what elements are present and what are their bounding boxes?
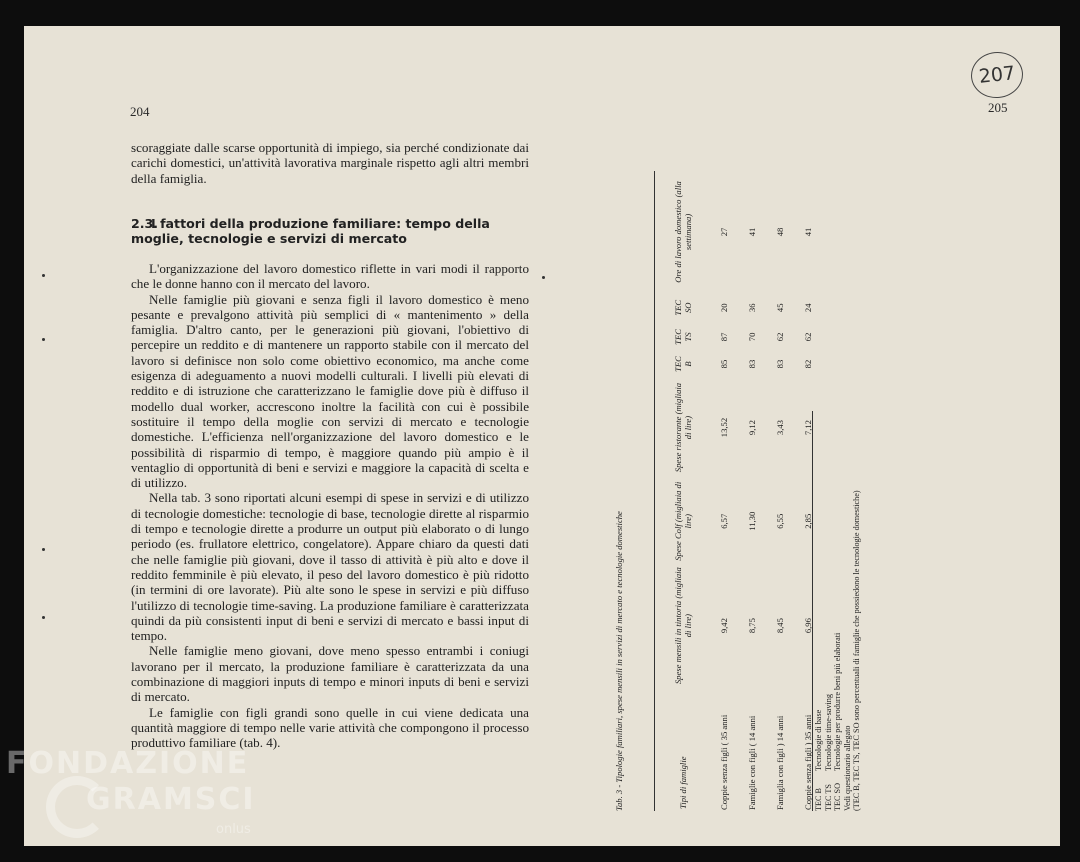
margin-mark [42,616,45,619]
body-text [131,261,529,751]
table-cell: 20 [719,303,729,313]
table-cell: 6,96 [803,618,813,634]
table-cell: 8,45 [775,618,785,634]
intro-paragraph [131,140,529,186]
table-cell: 83 [747,359,757,369]
table-row [766,171,794,811]
table-cell: 41 [747,227,757,237]
note-abbr: TEC SO [833,783,843,811]
col-header: Spese ristorante (migliaia di lire) [673,382,693,473]
table-cell: 70 [747,332,757,342]
table-cell: 11,30 [747,511,757,531]
table-cell: 6,55 [775,513,785,529]
table-cell: 48 [775,227,785,237]
note-text: (TEC B, TEC TS, TEC SO sono percentuali di famiglie che possiedono le tecnologie domestiche) [852,490,862,811]
table-cell: 82 [803,359,813,369]
intro-text: scoraggiate dalle scarse opportunità di impiego, sia perché condizionate dai carichi domestici, un'attività lavorativa marginale rispetto agli altri membri della famiglia. [131,140,529,186]
table-top-rule [654,171,655,811]
margin-mark [42,274,45,277]
col-header: TEC TS [673,329,693,345]
table-cell: 6,57 [719,513,729,529]
col-header: Ore di lavoro domestico (alla settimana) [673,181,693,283]
left-page-number: 204 [130,104,150,119]
col-header: TEC SO [673,299,693,316]
table-cell: 62 [775,332,785,342]
table-cell: Coppie senza figli ( 35 anni [719,714,729,810]
watermark-line3: onlus [216,822,251,837]
paragraph: Le famiglie con figli grandi sono quelle in cui viene dedicata una quantità maggiore di tempo nelle varie attività che compongono il processo produttivo familiare (tab. 4). [131,704,529,751]
margin-mark [42,338,45,341]
note-text: Tecnologie di base [814,709,823,771]
section-heading [131,216,529,246]
table-bottom-rule [812,411,813,811]
scanned-page-spread [24,26,1060,846]
watermark-line1: FONDAZIONE [6,746,250,781]
paragraph: Nella tab. 3 sono riportati alcuni esempi di spese in servizi e di utilizzo di tecnologie domestiche: tecnologie di base, tecnologie dirette al risparmio di tempo e tecnologie dirette a produrre un output più elaborato o di lungo periodo (es. frullatore elettrico, congelatore). Appare chiaro da questi dati che nelle famiglie più giovani, dove il tasso di attività è più alto e dove il reddito femminile è più elevato, il peso del lavoro domestico è più ridotto (in termini di ore lavorate). Più alte sono le spese in servizi e più diffuso l'utilizzo di tecnologie time-saving. La produzione familiare è caratterizzata quindi da più consistenti input di beni e servizi di mercato e bassi input di tempo. [131,490,529,644]
note-text: Tecnologie per produrre beni più elaborati [833,632,843,771]
table-cell: 36 [747,303,757,313]
table-cell: 9,12 [747,420,757,436]
table-header-row [656,171,710,811]
rotated-table [614,151,874,811]
paragraph: Nelle famiglie più giovani e senza figli il lavoro domestico è meno pesante e prevalgono attività più semplici di « mantenimento » della famiglia. D'altro canto, per le generazioni più giovani, l'obiettivo di percepire un reddito e di mantenere un rapporto stabile con il mercato del lavoro si definisce non solo come obiettivo economico, ma anche come esigenza di adeguamento a nuovi modelli culturali. I livelli più elevati di reddito e di istruzione che caratterizzano le famiglie dove più è diffuso il modello dual worker, accrescono inoltre la facilità con cui è possibile sostituire il tempo della moglie con servizi di mercato e tecnologie domestiche. L'efficienza nell'organizzazione del lavoro domestico e le possibilità di risparmio di tempo, è maggiore quando più ampio è il ventaglio di opportunità di beni e servizi e maggiore la capacità di scelta e di utilizzo. [131,291,529,491]
note-text: Tecnologie time-saving [823,694,833,771]
table-cell: Famiglia con figli ) 14 anni [775,715,785,810]
data-table [656,171,822,811]
note-line [852,490,862,811]
note-line [814,490,824,811]
col-header: Tipi di famiglie [678,756,688,809]
table-cell: Coppie senza figli ) 35 anni [803,714,813,810]
table-row [738,171,766,811]
table-notes [814,490,862,811]
table-cell: 62 [803,332,813,342]
archive-stamp: 207 [969,49,1026,100]
watermark [6,746,256,837]
paragraph: L'organizzazione del lavoro domestico riflette in vari modi il rapporto che le donne hanno con il mercato del lavoro. [131,261,529,292]
section-title: I fattori della produzione familiare: tempo della moglie, tecnologie e servizi di mercato [131,216,490,246]
col-header: TEC B [673,356,693,372]
table-cell: 2,85 [803,513,813,529]
note-line [833,490,843,811]
table-cell: 83 [775,359,785,369]
table-cell: 27 [719,227,729,237]
right-page-number: 205 [988,100,1008,115]
table-cell: 7,12 [803,420,813,436]
col-header: Spese Colf (migliaia di lire) [673,481,693,561]
watermark-line2: GRAMSCI [86,782,256,817]
col-header: Spese mensili in tintoria (migliaia di lire) [673,567,693,685]
section-number: 2.3. [131,216,159,231]
margin-mark [542,276,545,279]
note-line [824,490,834,811]
note-abbr: TEC TS [823,784,833,811]
table-cell: 45 [775,303,785,313]
rotated-table-container [614,151,874,811]
note-text: Vedi questionario allegato [842,725,852,811]
margin-mark [42,548,45,551]
table-cell: 87 [719,332,729,342]
table-cell: 24 [803,303,813,313]
table-row [710,171,738,811]
paragraph: Nelle famiglie meno giovani, dove meno spesso entrambi i coniugi lavorano per il mercato, la produzione familiare è caratterizzata da una combinazione di maggiori inputs di tempo e minori inputs di beni e servizi di mercato. [131,643,529,705]
note-abbr: TEC B [814,788,823,811]
table-caption: Tab. 3 - Tipologie familiari, spese mensili in servizi di mercato e tecnologie domestiche [614,511,624,811]
table-cell: 41 [803,227,813,237]
table-cell: Famiglie con figli ( 14 anni [747,715,757,810]
table-cell: 13,52 [719,417,729,438]
table-cell: 3,43 [775,420,785,436]
note-line [843,490,853,811]
table-cell: 85 [719,359,729,369]
table-cell: 8,75 [747,618,757,634]
table-cell: 9,42 [719,618,729,634]
